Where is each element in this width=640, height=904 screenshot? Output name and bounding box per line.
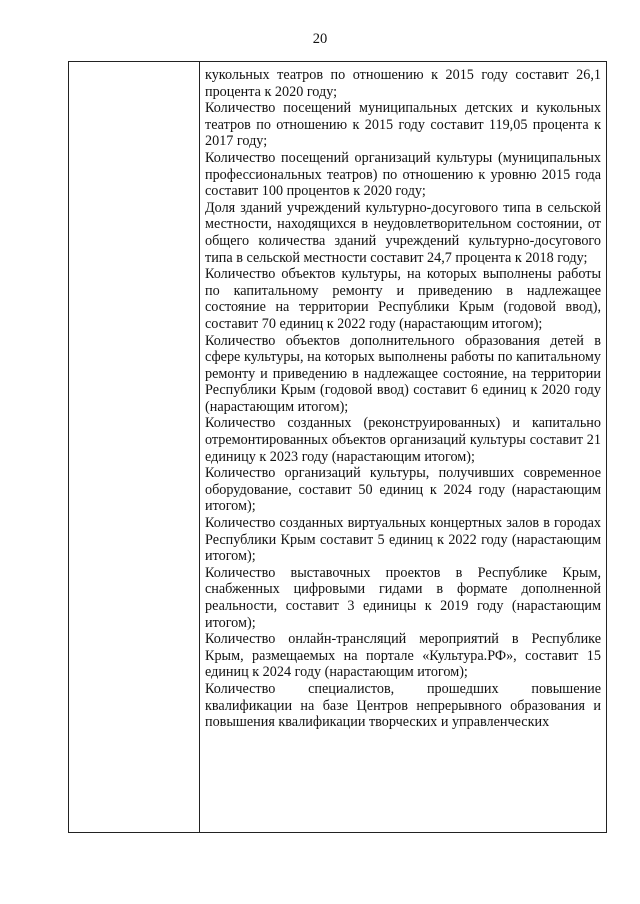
- indicator-paragraph: Количество созданных виртуальных концертных залов в городах Республики Крым составит 5 единиц к 2022 году (нарастающим итогом);: [205, 515, 601, 565]
- indicator-paragraph: Количество посещений муниципальных детских и кукольных театров по отношению к 2015 году составит 119,05 процента к 2017 году;: [205, 100, 601, 150]
- table-right-column: [205, 67, 601, 731]
- indicator-paragraph: Количество объектов культуры, на которых выполнены работы по капитальному ремонту и приведению в надлежащее состояние на территории Республики Крым (годовой ввод), составит 70 единиц к 2022 году (нарастающим итогом);: [205, 266, 601, 332]
- indicator-paragraph: Количество специалистов, прошедших повышение квалификации на базе Центров непрерывного образования и повышения квалификации творческих и управленческих: [205, 680, 601, 731]
- indicators-table: [68, 61, 607, 833]
- indicator-paragraph: Количество объектов дополнительного образования детей в сфере культуры, на которых выполнены работы по капитальному ремонту и приведению в надлежащее состояние, на территории Республики Крым (годовой ввод) составит 6 единиц к 2020 году (нарастающим итогом);: [205, 332, 601, 415]
- indicator-paragraph: Количество организаций культуры, получивших современное оборудование, составит 50 единиц к 2024 году (нарастающим итогом);: [205, 465, 601, 515]
- indicator-paragraph: Количество посещений организаций культуры (муниципальных профессиональных театров) по отношению к уровню 2015 года составит 100 процентов к 2020 году;: [205, 149, 601, 200]
- indicator-paragraph: Доля зданий учреждений культурно-досугового типа в сельской местности, находящихся в неудовлетворительном состоянии, от общего количества зданий учреждений культурно-досугового типа в сельской местности составит 24,7 процента к 2018 году;: [205, 199, 601, 266]
- indicator-paragraph: Количество онлайн-трансляций мероприятий в Республике Крым, размещаемых на портале «Культура.РФ», составит 15 единиц к 2024 году (нарастающим итогом);: [205, 631, 601, 681]
- table-left-column: [69, 62, 200, 832]
- page-number: 20: [312, 31, 328, 47]
- indicator-paragraph: Количество выставочных проектов в Республике Крым, снабженных цифровыми гидами в формате дополненной реальности, составит 3 единицы к 2019 году (нарастающим итогом);: [205, 564, 601, 631]
- indicator-paragraph: Количество созданных (реконструированных) и капитально отремонтированных объектов организаций культуры составит 21 единицу к 2023 году (нарастающим итогом);: [205, 415, 601, 465]
- indicator-paragraph: кукольных театров по отношению к 2015 году составит 26,1 процента к 2020 году;: [205, 67, 601, 100]
